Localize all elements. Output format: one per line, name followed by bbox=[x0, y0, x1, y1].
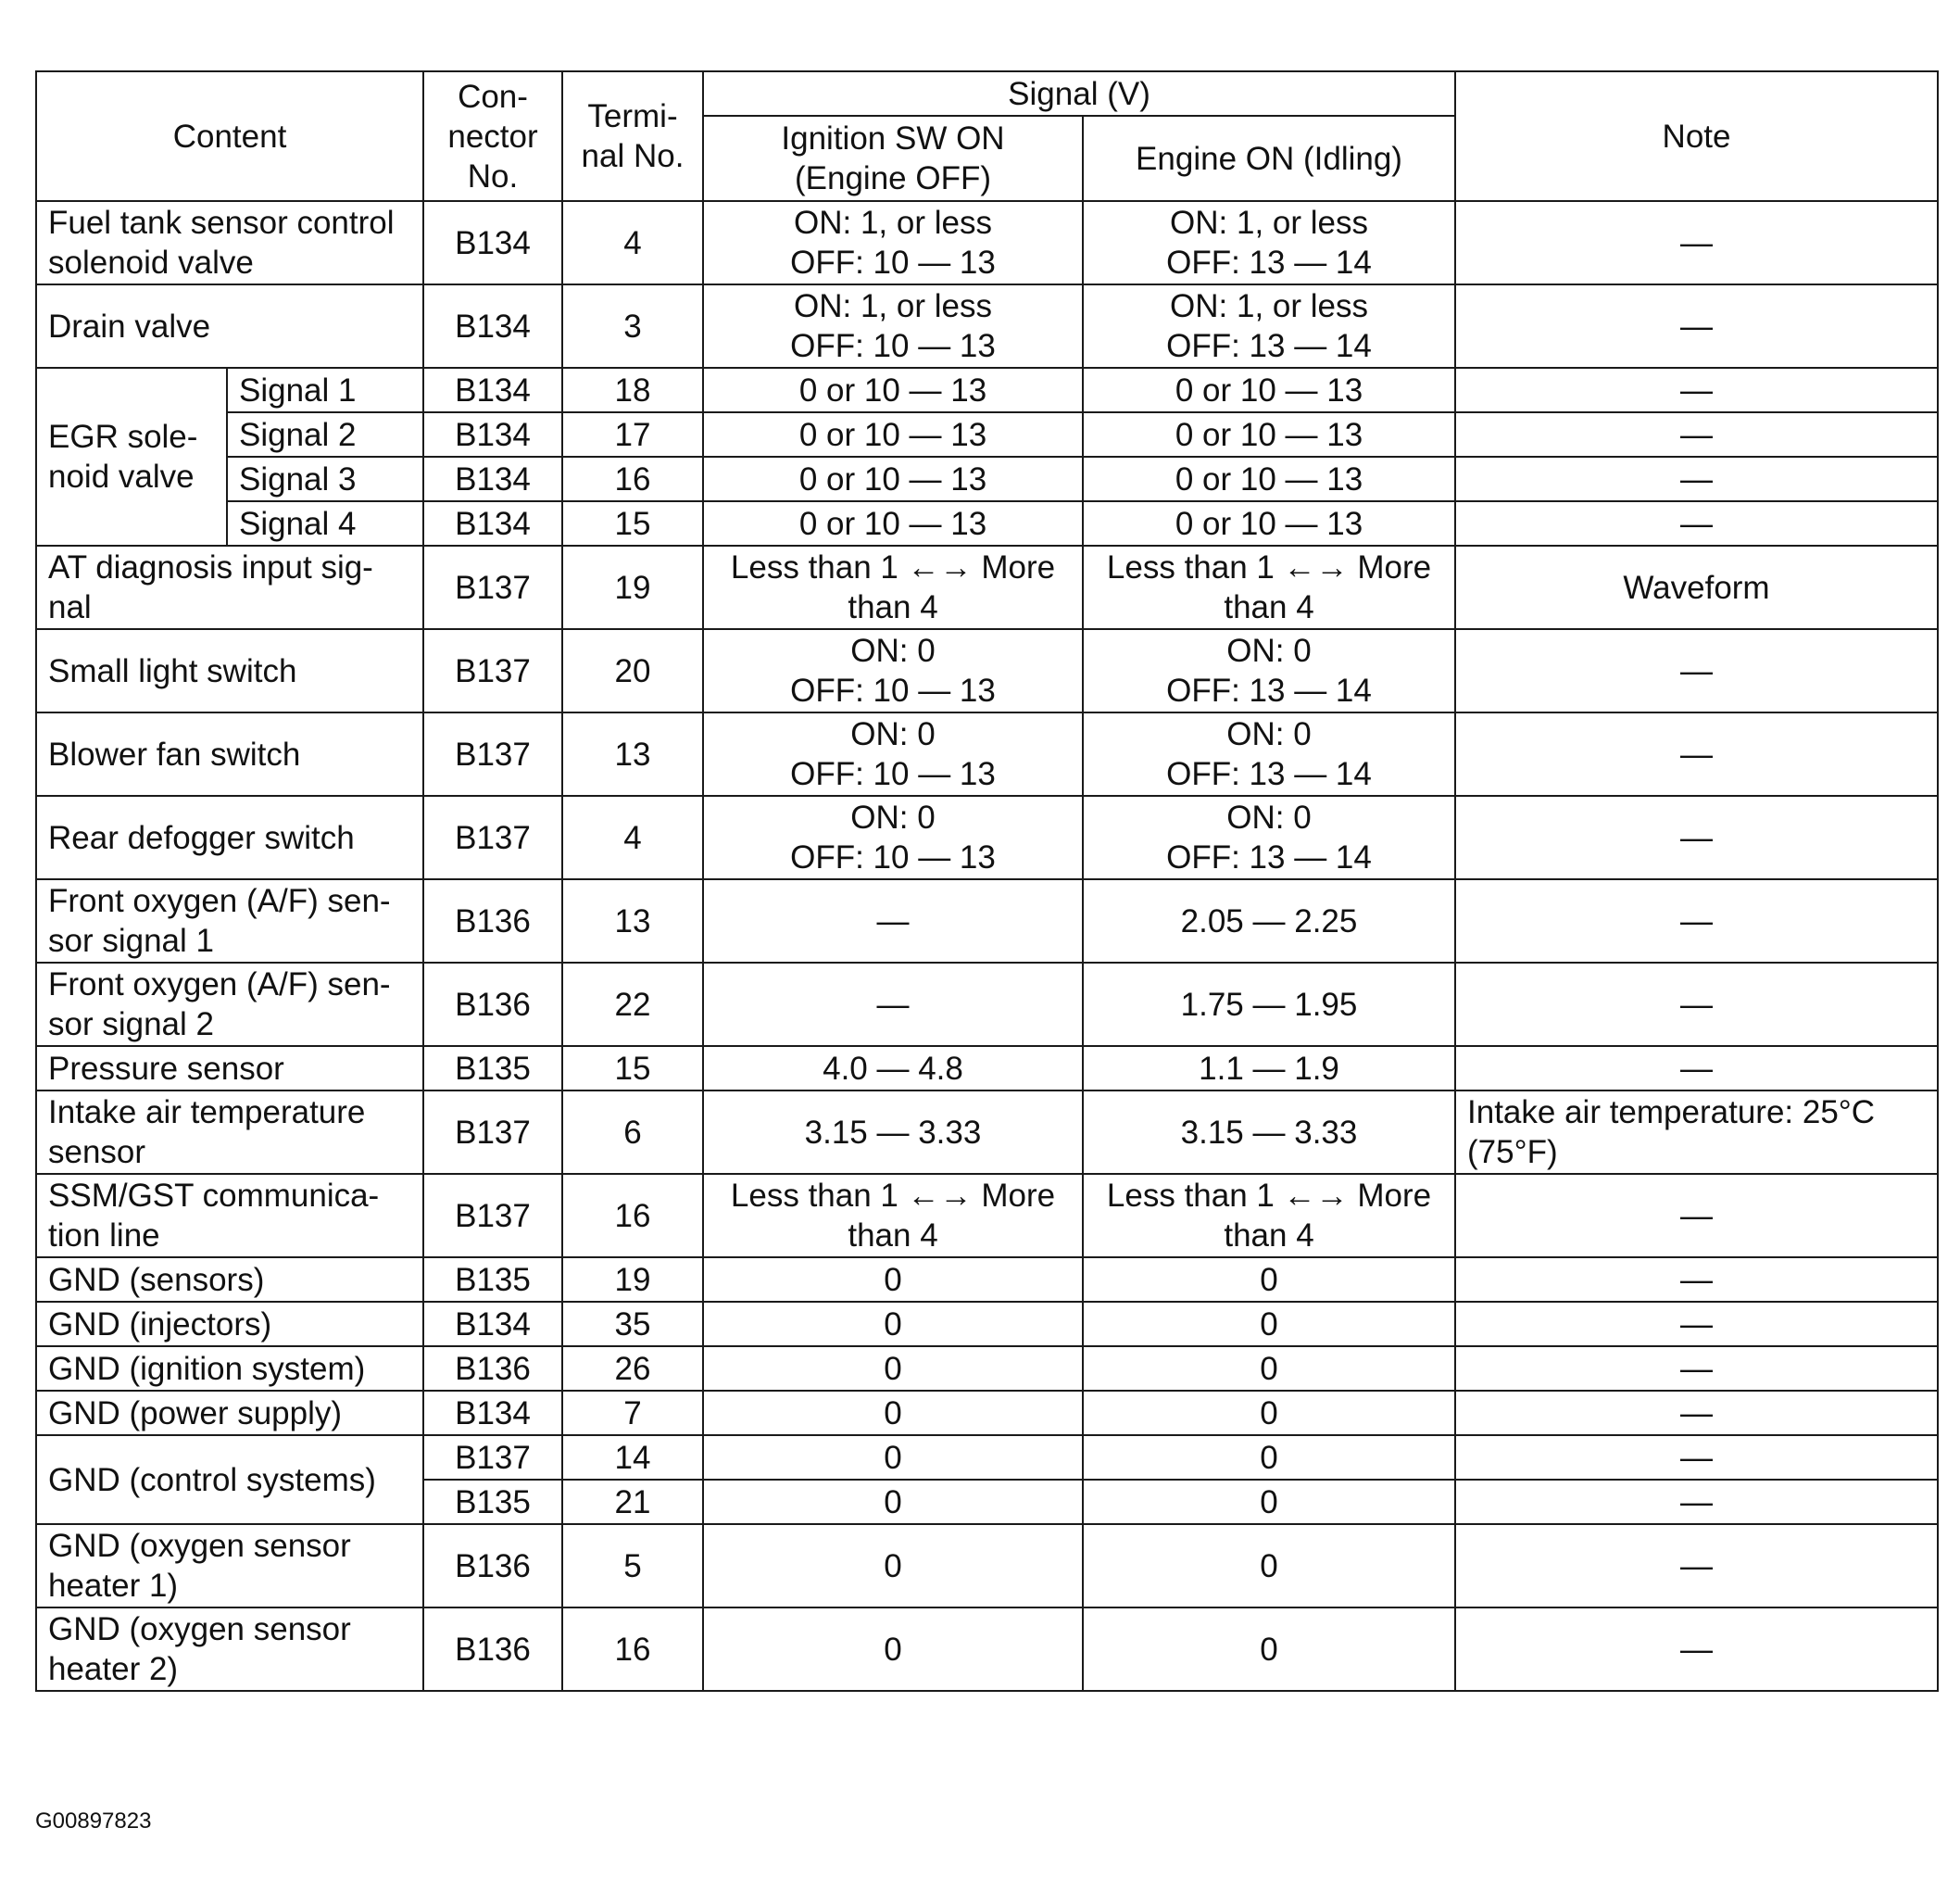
ignition-signal-cell: 0 or 10 — 13 bbox=[703, 412, 1083, 457]
table-row bbox=[36, 1090, 1938, 1174]
ignition-signal-cell: 0 or 10 — 13 bbox=[703, 457, 1083, 501]
note-cell: Waveform bbox=[1455, 546, 1938, 629]
connector-cell: B135 bbox=[423, 1480, 562, 1524]
ignition-signal-cell: — bbox=[703, 879, 1083, 963]
table-row bbox=[36, 1257, 1938, 1302]
engine-signal-cell: 1.75 — 1.95 bbox=[1083, 963, 1455, 1046]
note-cell: — bbox=[1455, 1524, 1938, 1607]
egr-group-cell: EGR sole- noid valve bbox=[36, 368, 227, 546]
note-cell: — bbox=[1455, 201, 1938, 284]
table-row bbox=[36, 1391, 1938, 1435]
note-cell: — bbox=[1455, 1174, 1938, 1257]
content-cell: Pressure sensor bbox=[36, 1046, 423, 1090]
terminal-cell: 17 bbox=[562, 412, 703, 457]
ignition-signal-cell: ON: 1, or less OFF: 10 — 13 bbox=[703, 284, 1083, 368]
note-cell: — bbox=[1455, 629, 1938, 712]
note-cell: — bbox=[1455, 1607, 1938, 1691]
header-signal: Signal (V) bbox=[703, 71, 1455, 116]
table-row bbox=[36, 879, 1938, 963]
terminal-cell: 22 bbox=[562, 963, 703, 1046]
engine-signal-cell: 0 bbox=[1083, 1302, 1455, 1346]
connector-cell: B136 bbox=[423, 879, 562, 963]
terminal-cell: 20 bbox=[562, 629, 703, 712]
terminal-cell: 4 bbox=[562, 201, 703, 284]
terminal-cell: 15 bbox=[562, 501, 703, 546]
connector-cell: B137 bbox=[423, 1090, 562, 1174]
engine-signal-cell: 1.1 — 1.9 bbox=[1083, 1046, 1455, 1090]
connector-cell: B136 bbox=[423, 963, 562, 1046]
connector-cell: B134 bbox=[423, 501, 562, 546]
terminal-cell: 13 bbox=[562, 879, 703, 963]
content-cell: Signal 2 bbox=[227, 412, 423, 457]
engine-signal-cell: 3.15 — 3.33 bbox=[1083, 1090, 1455, 1174]
terminal-cell: 19 bbox=[562, 1257, 703, 1302]
content-cell: Blower fan switch bbox=[36, 712, 423, 796]
engine-signal-cell: 0 or 10 — 13 bbox=[1083, 368, 1455, 412]
content-cell: Signal 1 bbox=[227, 368, 423, 412]
content-cell: GND (oxygen sensor heater 2) bbox=[36, 1607, 423, 1691]
engine-signal-cell: 0 bbox=[1083, 1391, 1455, 1435]
terminal-cell: 16 bbox=[562, 457, 703, 501]
table-row bbox=[36, 712, 1938, 796]
connector-cell: B136 bbox=[423, 1607, 562, 1691]
content-cell: Rear defogger switch bbox=[36, 796, 423, 879]
content-cell: Intake air temperature sensor bbox=[36, 1090, 423, 1174]
engine-signal-cell: ON: 1, or less OFF: 13 — 14 bbox=[1083, 201, 1455, 284]
ignition-signal-cell: ON: 0 OFF: 10 — 13 bbox=[703, 796, 1083, 879]
table-row bbox=[36, 1174, 1938, 1257]
note-cell: — bbox=[1455, 1046, 1938, 1090]
terminal-cell: 3 bbox=[562, 284, 703, 368]
table-row bbox=[36, 284, 1938, 368]
ignition-signal-cell: Less than 1 ←→ More than 4 bbox=[703, 546, 1083, 629]
engine-signal-cell: ON: 0 OFF: 13 — 14 bbox=[1083, 712, 1455, 796]
ignition-signal-cell: 4.0 — 4.8 bbox=[703, 1046, 1083, 1090]
note-cell: — bbox=[1455, 796, 1938, 879]
note-cell: — bbox=[1455, 712, 1938, 796]
note-cell: Intake air temperature: 25°C (75°F) bbox=[1455, 1090, 1938, 1174]
content-cell: GND (injectors) bbox=[36, 1302, 423, 1346]
table-row bbox=[36, 963, 1938, 1046]
ignition-signal-cell: 0 or 10 — 13 bbox=[703, 368, 1083, 412]
table-row bbox=[36, 412, 1938, 457]
content-cell: Front oxygen (A/F) sen- sor signal 2 bbox=[36, 963, 423, 1046]
ignition-signal-cell: 3.15 — 3.33 bbox=[703, 1090, 1083, 1174]
terminal-cell: 5 bbox=[562, 1524, 703, 1607]
connector-cell: B134 bbox=[423, 457, 562, 501]
content-cell: Signal 3 bbox=[227, 457, 423, 501]
connector-cell: B136 bbox=[423, 1524, 562, 1607]
table-row bbox=[36, 457, 1938, 501]
table-row bbox=[36, 501, 1938, 546]
connector-cell: B137 bbox=[423, 546, 562, 629]
table-row bbox=[36, 1435, 1938, 1480]
header-note: Note bbox=[1455, 71, 1938, 201]
content-cell: Front oxygen (A/F) sen- sor signal 1 bbox=[36, 879, 423, 963]
terminal-cell: 19 bbox=[562, 546, 703, 629]
ignition-signal-cell: 0 bbox=[703, 1302, 1083, 1346]
connector-cell: B137 bbox=[423, 796, 562, 879]
header-engine-on: Engine ON (Idling) bbox=[1083, 116, 1455, 201]
header-connector: Con- nector No. bbox=[423, 71, 562, 201]
ignition-signal-cell: 0 or 10 — 13 bbox=[703, 501, 1083, 546]
connector-cell: B134 bbox=[423, 412, 562, 457]
terminal-cell: 15 bbox=[562, 1046, 703, 1090]
terminal-cell: 21 bbox=[562, 1480, 703, 1524]
connector-cell: B137 bbox=[423, 1174, 562, 1257]
connector-cell: B135 bbox=[423, 1257, 562, 1302]
table-row bbox=[36, 201, 1938, 284]
header-terminal: Termi- nal No. bbox=[562, 71, 703, 201]
terminal-cell: 16 bbox=[562, 1607, 703, 1691]
content-cell: SSM/GST communica- tion line bbox=[36, 1174, 423, 1257]
connector-cell: B135 bbox=[423, 1046, 562, 1090]
table-row bbox=[36, 1346, 1938, 1391]
connector-cell: B137 bbox=[423, 1435, 562, 1480]
note-cell: — bbox=[1455, 963, 1938, 1046]
content-cell: GND (oxygen sensor heater 1) bbox=[36, 1524, 423, 1607]
connector-cell: B137 bbox=[423, 629, 562, 712]
note-cell: — bbox=[1455, 1435, 1938, 1480]
engine-signal-cell: 0 bbox=[1083, 1607, 1455, 1691]
signal-table-sheet bbox=[35, 70, 1937, 1692]
ignition-signal-cell: 0 bbox=[703, 1346, 1083, 1391]
note-cell: — bbox=[1455, 284, 1938, 368]
content-cell: GND (sensors) bbox=[36, 1257, 423, 1302]
table-row bbox=[36, 629, 1938, 712]
header-ignition-sw-on: Ignition SW ON (Engine OFF) bbox=[703, 116, 1083, 201]
connector-cell: B134 bbox=[423, 1391, 562, 1435]
ignition-signal-cell: 0 bbox=[703, 1607, 1083, 1691]
connector-cell: B136 bbox=[423, 1346, 562, 1391]
terminal-cell: 7 bbox=[562, 1391, 703, 1435]
content-cell: GND (ignition system) bbox=[36, 1346, 423, 1391]
content-cell: GND (control systems) bbox=[36, 1435, 423, 1524]
note-cell: — bbox=[1455, 412, 1938, 457]
note-cell: — bbox=[1455, 1346, 1938, 1391]
engine-signal-cell: Less than 1 ←→ More than 4 bbox=[1083, 1174, 1455, 1257]
engine-signal-cell: Less than 1 ←→ More than 4 bbox=[1083, 546, 1455, 629]
note-cell: — bbox=[1455, 501, 1938, 546]
terminal-cell: 14 bbox=[562, 1435, 703, 1480]
content-cell: Small light switch bbox=[36, 629, 423, 712]
engine-signal-cell: 0 bbox=[1083, 1435, 1455, 1480]
terminal-cell: 18 bbox=[562, 368, 703, 412]
engine-signal-cell: ON: 0 OFF: 13 — 14 bbox=[1083, 629, 1455, 712]
note-cell: — bbox=[1455, 457, 1938, 501]
note-cell: — bbox=[1455, 368, 1938, 412]
table-row bbox=[36, 1046, 1938, 1090]
engine-signal-cell: 0 or 10 — 13 bbox=[1083, 457, 1455, 501]
header-content: Content bbox=[36, 71, 423, 201]
table-row bbox=[36, 1607, 1938, 1691]
engine-signal-cell: 0 bbox=[1083, 1257, 1455, 1302]
engine-signal-cell: 0 or 10 — 13 bbox=[1083, 501, 1455, 546]
content-cell: Fuel tank sensor control solenoid valve bbox=[36, 201, 423, 284]
terminal-cell: 35 bbox=[562, 1302, 703, 1346]
engine-signal-cell: 0 bbox=[1083, 1480, 1455, 1524]
connector-cell: B134 bbox=[423, 1302, 562, 1346]
connector-cell: B134 bbox=[423, 368, 562, 412]
content-cell: Signal 4 bbox=[227, 501, 423, 546]
engine-signal-cell: ON: 0 OFF: 13 — 14 bbox=[1083, 796, 1455, 879]
content-cell: AT diagnosis input sig- nal bbox=[36, 546, 423, 629]
terminal-cell: 26 bbox=[562, 1346, 703, 1391]
ignition-signal-cell: 0 bbox=[703, 1524, 1083, 1607]
connector-cell: B134 bbox=[423, 284, 562, 368]
table-row bbox=[36, 1302, 1938, 1346]
engine-signal-cell: 0 bbox=[1083, 1524, 1455, 1607]
figure-id: G00897823 bbox=[35, 1809, 152, 1834]
table-row bbox=[36, 1524, 1938, 1607]
terminal-cell: 13 bbox=[562, 712, 703, 796]
engine-signal-cell: 0 bbox=[1083, 1346, 1455, 1391]
connector-cell: B137 bbox=[423, 712, 562, 796]
content-cell: GND (power supply) bbox=[36, 1391, 423, 1435]
signal-table bbox=[35, 70, 1939, 1692]
engine-signal-cell: 0 or 10 — 13 bbox=[1083, 412, 1455, 457]
ignition-signal-cell: ON: 1, or less OFF: 10 — 13 bbox=[703, 201, 1083, 284]
ignition-signal-cell: 0 bbox=[703, 1480, 1083, 1524]
ignition-signal-cell: 0 bbox=[703, 1435, 1083, 1480]
ignition-signal-cell: ON: 0 OFF: 10 — 13 bbox=[703, 712, 1083, 796]
connector-cell: B134 bbox=[423, 201, 562, 284]
ignition-signal-cell: Less than 1 ←→ More than 4 bbox=[703, 1174, 1083, 1257]
table-row bbox=[36, 546, 1938, 629]
terminal-cell: 4 bbox=[562, 796, 703, 879]
engine-signal-cell: 2.05 — 2.25 bbox=[1083, 879, 1455, 963]
note-cell: — bbox=[1455, 1391, 1938, 1435]
ignition-signal-cell: 0 bbox=[703, 1257, 1083, 1302]
terminal-cell: 6 bbox=[562, 1090, 703, 1174]
ignition-signal-cell: — bbox=[703, 963, 1083, 1046]
terminal-cell: 16 bbox=[562, 1174, 703, 1257]
note-cell: — bbox=[1455, 1257, 1938, 1302]
note-cell: — bbox=[1455, 879, 1938, 963]
note-cell: — bbox=[1455, 1302, 1938, 1346]
table-row bbox=[36, 368, 1938, 412]
note-cell: — bbox=[1455, 1480, 1938, 1524]
content-cell: Drain valve bbox=[36, 284, 423, 368]
table-row bbox=[36, 796, 1938, 879]
ignition-signal-cell: 0 bbox=[703, 1391, 1083, 1435]
ignition-signal-cell: ON: 0 OFF: 10 — 13 bbox=[703, 629, 1083, 712]
engine-signal-cell: ON: 1, or less OFF: 13 — 14 bbox=[1083, 284, 1455, 368]
